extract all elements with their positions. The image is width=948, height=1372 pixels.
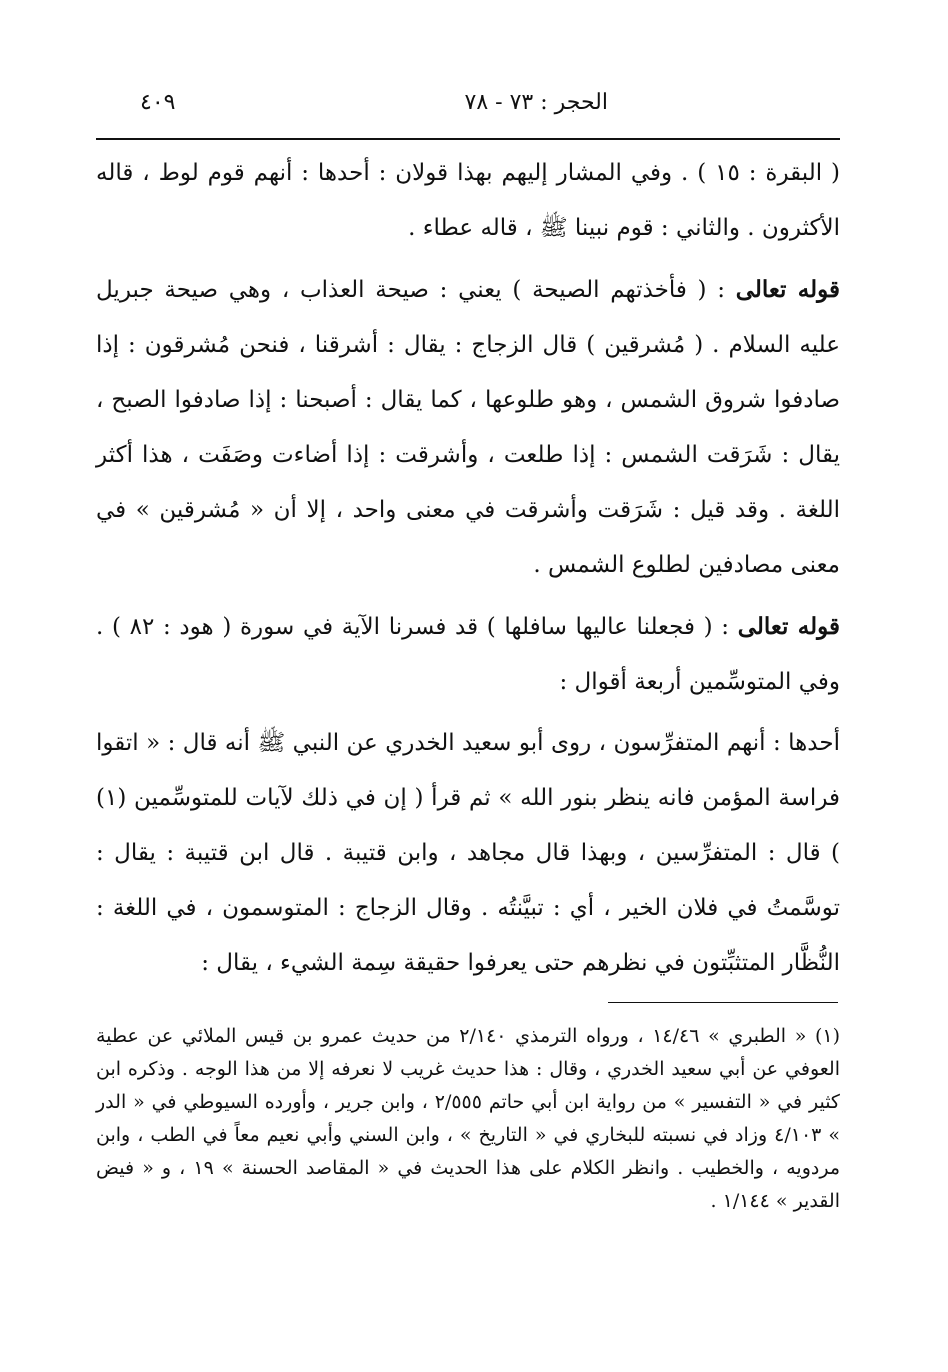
verse-label: قوله تعالى — [735, 276, 841, 303]
main-text — [96, 146, 840, 997]
page-number: ٤٠٩ — [140, 90, 176, 115]
footnote — [96, 1020, 840, 1218]
verse-label: قوله تعالى — [737, 613, 840, 640]
paragraph — [96, 599, 840, 710]
paragraph — [96, 716, 840, 991]
running-title: الحجر : ٧٣ - ٧٨ — [464, 90, 608, 115]
paragraph-text: : ( فجعلنا عاليها سافلها ) قد فسرنا الآية في سورة ( هود : ٨٢ ) . وفي المتوسِّمين أربعة أقوال : — [96, 614, 840, 695]
footnote-text: (١) « الطبري » ١٤/٤٦ ، ورواه الترمذي ٢/١٤٠ من حديث عمرو بن قيس الملائي عن عطية العوفي عن أبي سعيد الخدري ، وقال : هذا حديث غريب لا نعرفه إلا من هذا الوجه . وذكره ابن كثير في « التفسير » من رواية ابن أبي حاتم ٢/٥٥٥ ، وابن جرير ، وأورده السيوطي في « الدر » ٤/١٠٣ وزاد في نسبته للبخاري في « التاريخ » ، وابن السني وأبي نعيم معاً في الطب ، وابن مردويه ، والخطيب . وانظر الكلام على هذا الحديث في « المقاصد الحسنة » ١٩ ، و « فيض القدير » ١/١٤٤ . — [96, 1025, 841, 1212]
page-header — [100, 82, 838, 122]
footnote-divider — [608, 1002, 838, 1003]
paragraph-text: ( البقرة : ١٥ ) . وفي المشار إليهم بهذا قولان : أحدها : أنهم قوم لوط ، قاله الأكثرون . والثاني : قوم نبينا ﷺ ، قاله عطاء . — [96, 160, 840, 241]
header-divider — [96, 138, 840, 140]
paragraph-text: أحدها : أنهم المتفرِّسون ، روى أبو سعيد الخدري عن النبي ﷺ أنه قال : « اتقوا فراسة المؤمن فانه ينظر بنور الله » ثم قرأ ( إن في ذلك لآيات للمتوسِّمين (١) ) قال : المتفرِّسين ، وبهذا قال مجاهد ، وابن قتيبة . قال ابن قتيبة : يقال : توسَّمتُ في فلان الخير ، أي : تبيَّنتُه . وقال الزجاج : المتوسمون ، في اللغة : النُّظَّار المتثبِّتون في نظرهم حتى يعرفوا حقيقة سِمة الشيء ، يقال : — [96, 730, 840, 976]
paragraph-text: : ( فأخذتهم الصيحة ) يعني : صيحة العذاب ، وهي صيحة جبريل عليه السلام . ( مُشرقين ) قال الزجاج : يقال : أشرقنا ، فنحن مُشرقون : إذا صادفوا شروق الشمس ، وهو طلوعها ، كما يقال : أصبحنا : إذا صادفوا الصبح ، يقال : شَرَقت الشمس : إذا طلعت ، وأشرقت : إذا أضاءت وصَفَت ، هذا أكثر اللغة . وقد قيل : شَرَقت وأشرقت في معنى واحد ، إلا أن « مُشرقين » في معنى مصادفين لطلوع الشمس . — [96, 277, 840, 578]
paragraph — [96, 262, 840, 593]
paragraph — [96, 146, 840, 256]
